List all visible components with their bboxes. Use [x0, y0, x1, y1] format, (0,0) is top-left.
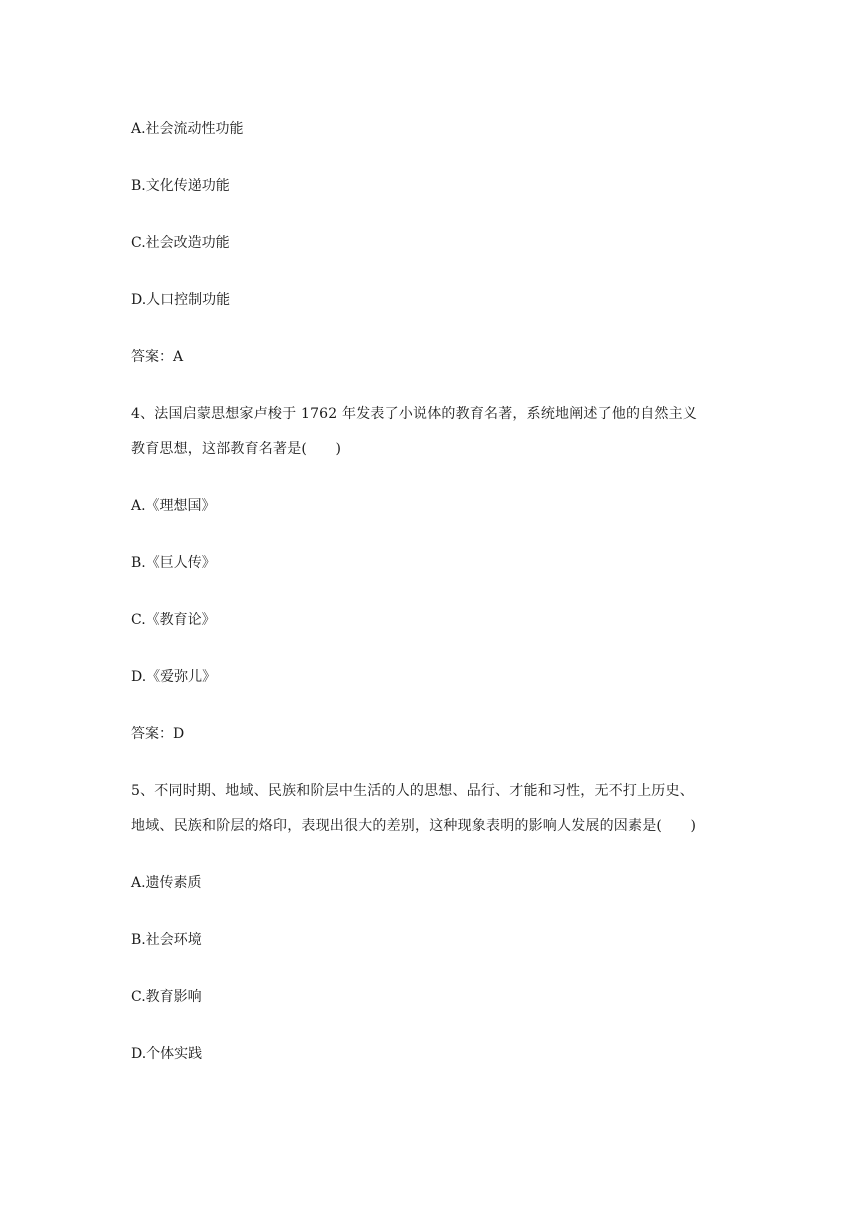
- q3-option-d: D.人口控制功能: [131, 292, 231, 308]
- q5-option-b: B.社会环境: [131, 932, 202, 948]
- q5-option-d: D.个体实践: [131, 1046, 203, 1062]
- q3-answer: 答案：A: [131, 349, 184, 365]
- q5-option-c: C.教育影响: [131, 989, 202, 1005]
- q3-option-b: B.文化传递功能: [131, 178, 230, 194]
- q4-stem-line2: 教育思想，这部教育名著是( ): [131, 441, 342, 457]
- q3-option-c: C.社会改造功能: [131, 235, 230, 251]
- q3-option-a: A.社会流动性功能: [131, 121, 244, 137]
- q4-stem-line1: 4、法国启蒙思想家卢梭于 1762 年发表了小说体的教育名著，系统地阐述了他的自然主义: [131, 406, 698, 422]
- q4-option-b: B.《巨人传》: [131, 555, 216, 571]
- q5-stem-line1: 5、不同时期、地域、民族和阶层中生活的人的思想、品行、才能和习性，无不打上历史、: [131, 783, 694, 799]
- q4-option-c: C.《教育论》: [131, 612, 216, 628]
- q4-answer: 答案：D: [131, 726, 185, 742]
- q4-option-d: D.《爱弥儿》: [131, 669, 217, 685]
- q5-option-a: A.遗传素质: [131, 875, 202, 891]
- q4-option-a: A.《理想国》: [131, 498, 216, 514]
- q5-stem-line2: 地域、民族和阶层的烙印，表现出很大的差别，这种现象表明的影响人发展的因素是( ): [131, 818, 697, 834]
